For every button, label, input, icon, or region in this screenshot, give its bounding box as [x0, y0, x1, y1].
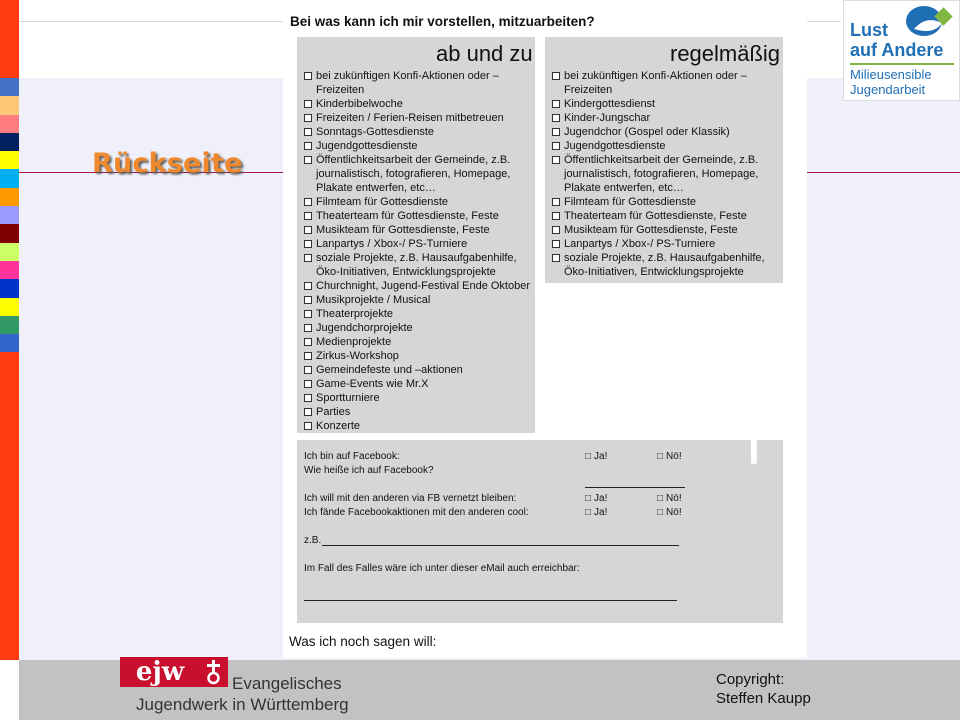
- color-swatch: [0, 115, 19, 133]
- color-swatch: [0, 261, 19, 279]
- checkbox-item[interactable]: Filmteam für Gottesdienste: [303, 195, 530, 209]
- fb-question-name: Wie heiße ich auf Facebook?: [304, 465, 434, 476]
- checkbox-item[interactable]: Kinder-Jungschar: [551, 111, 765, 125]
- checkbox-item[interactable]: Jugendgottesdienste: [303, 139, 530, 153]
- checkbox-item[interactable]: Theaterteam für Gottesdienste, Feste: [551, 209, 765, 223]
- checkbox-item[interactable]: Theaterteam für Gottesdienste, Feste: [303, 209, 530, 223]
- checkbox-item[interactable]: Jugendchor (Gospel oder Klassik): [551, 125, 765, 139]
- checkbox-item[interactable]: Freizeiten / Ferien-Reisen mitbetreuen: [303, 111, 530, 125]
- logo-line-lust: Lust: [850, 20, 888, 40]
- fb-question-account: Ich bin auf Facebook:: [304, 451, 400, 462]
- box-regularly-title: regelmäßig: [670, 41, 781, 66]
- checkbox-item[interactable]: Game-Events wie Mr.X: [303, 377, 530, 391]
- fb-actions-no[interactable]: □ Nö!: [657, 506, 682, 520]
- checkbox-item[interactable]: Filmteam für Gottesdienste: [551, 195, 765, 209]
- logo-line-jugend: Jugendarbeit: [850, 82, 926, 97]
- checkbox-item[interactable]: Musikprojekte / Musical: [303, 293, 530, 307]
- checkbox-item[interactable]: Zirkus-Workshop: [303, 349, 530, 363]
- checkbox-item[interactable]: Sonntags-Gottesdienste: [303, 125, 530, 139]
- color-swatch: [0, 151, 19, 169]
- notes-label: Was ich noch sagen will:: [289, 634, 437, 649]
- facebook-icon: f: [744, 406, 767, 480]
- form-heading: Bei was kann ich mir vorstellen, mitzuarbeiten?: [290, 14, 595, 29]
- color-swatch: [0, 279, 19, 297]
- checkbox-item[interactable]: Öffentlichkeitsarbeit der Gemeinde, z.B. journalistisch, fotografieren, Homepage, Plakate entwerfen, etc…: [551, 153, 765, 195]
- fb-example-line[interactable]: [322, 545, 679, 546]
- occasionally-list: [303, 69, 530, 433]
- checkbox-item[interactable]: soziale Projekte, z.B. Hausaufgabenhilfe, Öko-Initiativen, Entwicklungsprojekte: [303, 251, 530, 279]
- color-swatch-column: [0, 78, 19, 352]
- fb-example-label: z.B.: [304, 535, 322, 546]
- color-swatch: [0, 298, 19, 316]
- checkbox-item[interactable]: Lanpartys / Xbox-/ PS-Turniere: [303, 237, 530, 251]
- color-swatch: [0, 96, 19, 114]
- color-swatch: [0, 243, 19, 261]
- checkbox-item[interactable]: Gemeindefeste und –aktionen: [303, 363, 530, 377]
- checkbox-item[interactable]: Musikteam für Gottesdienste, Feste: [551, 223, 765, 237]
- org-name-line1: Evangelisches: [232, 674, 342, 693]
- checkbox-item[interactable]: Sportturniere: [303, 391, 530, 405]
- color-swatch: [0, 133, 19, 151]
- lust-auf-andere-logo: [843, 0, 960, 101]
- box-occasionally: [297, 37, 535, 433]
- checkbox-item[interactable]: Theaterprojekte: [303, 307, 530, 321]
- logo-line-milieu: Milieusensible: [850, 67, 932, 82]
- copyright-author: Steffen Kaupp: [716, 690, 811, 707]
- checkbox-item[interactable]: Parties: [303, 405, 530, 419]
- color-swatch: [0, 206, 19, 224]
- fb-email-label: Im Fall des Falles wäre ich unter dieser eMail auch erreichbar:: [304, 563, 580, 574]
- fb-connect-yes[interactable]: □ Ja!: [585, 492, 607, 506]
- fb-connect-no[interactable]: □ Nö!: [657, 492, 682, 506]
- checkbox-item[interactable]: Kindergottesdienst: [551, 97, 765, 111]
- color-swatch: [0, 334, 19, 352]
- regularly-list: [551, 69, 765, 279]
- fb-name-line[interactable]: [585, 487, 685, 488]
- color-swatch: [0, 169, 19, 187]
- slide-title: Rückseite: [92, 148, 243, 179]
- logo-line-andere: auf Andere: [850, 40, 944, 60]
- color-swatch: [0, 188, 19, 206]
- checkbox-item[interactable]: Jugendchorprojekte: [303, 321, 530, 335]
- color-swatch: [0, 78, 19, 96]
- fb-actions-yes[interactable]: □ Ja!: [585, 506, 607, 520]
- fb-email-line[interactable]: [304, 600, 677, 601]
- checkbox-item[interactable]: Churchnight, Jugend-Festival Ende Oktober: [303, 279, 530, 293]
- color-swatch: [0, 224, 19, 242]
- box-occasionally-title: ab und zu: [436, 41, 533, 66]
- checkbox-item[interactable]: Kinderbibelwoche: [303, 97, 530, 111]
- logo-divider: [850, 63, 954, 65]
- checkbox-item[interactable]: Lanpartys / Xbox-/ PS-Turniere: [551, 237, 765, 251]
- checkbox-item[interactable]: soziale Projekte, z.B. Hausaufgabenhilfe, Öko-Initiativen, Entwicklungsprojekte: [551, 251, 765, 279]
- copyright-notice: [716, 670, 811, 708]
- box-regularly: [545, 37, 783, 283]
- checkbox-item[interactable]: Öffentlichkeitsarbeit der Gemeinde, z.B. journalistisch, fotografieren, Homepage, Plakate entwerfen, etc…: [303, 153, 530, 195]
- copyright-label: Copyright:: [716, 671, 785, 688]
- fb-account-no[interactable]: □ Nö!: [657, 450, 682, 464]
- ejw-cross-icon: [200, 657, 228, 687]
- checkbox-item[interactable]: Musikteam für Gottesdienste, Feste: [303, 223, 530, 237]
- checkbox-item[interactable]: Konzerte: [303, 419, 530, 433]
- checkbox-item[interactable]: Medienprojekte: [303, 335, 530, 349]
- checkbox-item[interactable]: bei zukünftigen Konfi-Aktionen oder – Freizeiten: [303, 69, 530, 97]
- org-name-line2: Jugendwerk in Württemberg: [136, 695, 349, 714]
- checkbox-item[interactable]: Jugendgottesdienste: [551, 139, 765, 153]
- ejw-logo-text: ejw: [135, 657, 185, 687]
- checkbox-item[interactable]: bei zukünftigen Konfi-Aktionen oder – Freizeiten: [551, 69, 765, 97]
- color-swatch: [0, 316, 19, 334]
- fb-account-yes[interactable]: □ Ja!: [585, 450, 607, 464]
- fb-question-connect: Ich will mit den anderen via FB vernetzt bleiben:: [304, 493, 517, 504]
- fb-question-actions: Ich fände Facebookaktionen mit den anderen cool:: [304, 507, 529, 518]
